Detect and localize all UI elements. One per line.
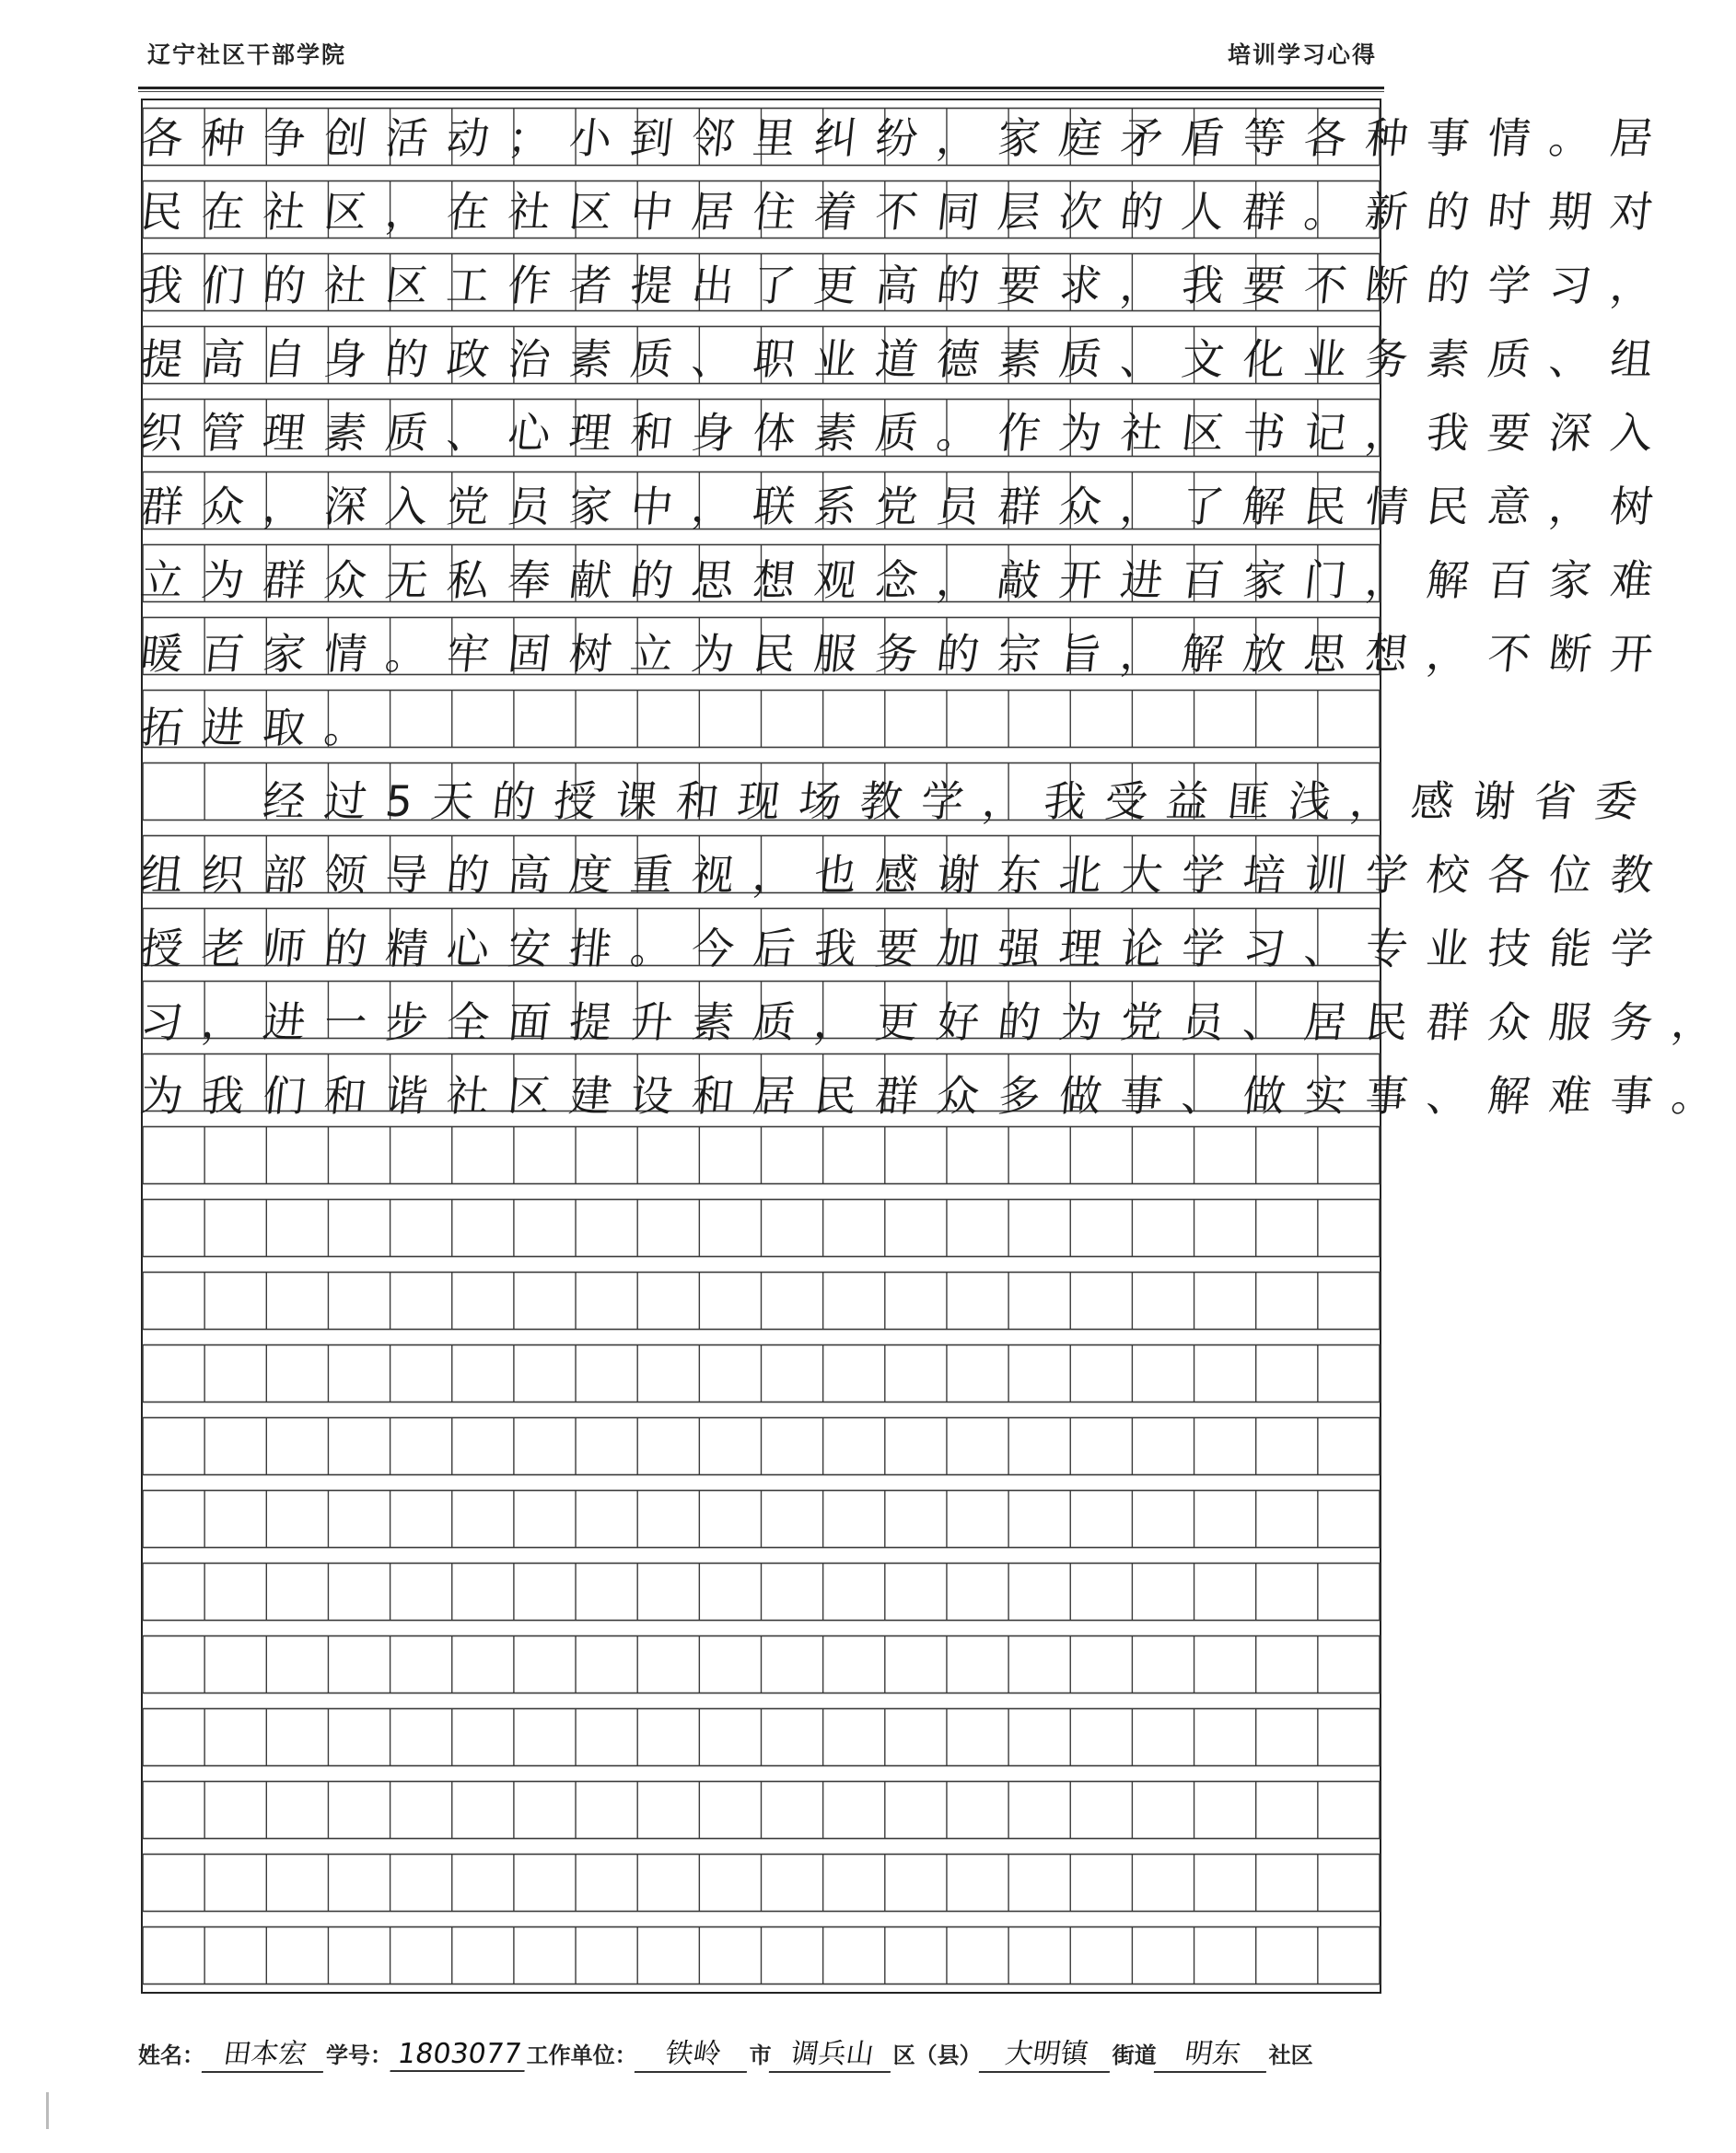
text-line: 织管理素质、心理和身体素质。作为社区书记，我要深入 bbox=[137, 408, 1675, 458]
header-rule bbox=[138, 87, 1384, 89]
text-line: 群众，深入党员家中，联系党员群众，了解民情民意，树 bbox=[137, 482, 1675, 531]
text-line: 习，进一步全面提升素质，更好的为党员、居民群众服务， bbox=[137, 997, 1736, 1047]
district-value: 调兵山 bbox=[768, 2031, 895, 2073]
text-line: 为我们和谐社区建设和居民群众多做事、做实事、解难事。 bbox=[137, 1071, 1736, 1121]
scan-margin-mark bbox=[46, 2092, 49, 2129]
id-value: 1803077 bbox=[390, 2038, 529, 2072]
text-line: 授老师的精心安排。今后我要加强理论学习、专业技能学 bbox=[137, 924, 1675, 973]
text-line: 拓进取。 bbox=[137, 703, 389, 752]
city-value: 铁岭 bbox=[634, 2031, 751, 2073]
community-label: 社区 bbox=[1268, 2042, 1313, 2068]
text-line: 经过5天的授课和现场教学，我受益匪浅，感谢省委 bbox=[137, 776, 1660, 826]
district-label: 区（县） bbox=[892, 2042, 982, 2068]
name-label: 姓名： bbox=[138, 2042, 204, 2068]
header-title: 培训学习心得 bbox=[1227, 41, 1377, 68]
header-rule-thin bbox=[138, 91, 1384, 92]
community-value: 明东 bbox=[1153, 2031, 1271, 2073]
city-label: 市 bbox=[749, 2042, 772, 2068]
header-institution: 辽宁社区干部学院 bbox=[147, 41, 347, 68]
text-line: 民在社区，在社区中居住着不同层次的人群。新的时期对 bbox=[137, 187, 1675, 237]
name-value: 田本宏 bbox=[202, 2031, 329, 2073]
text-line: 组织部领导的高度重视，也感谢东北大学培训学校各位教 bbox=[137, 850, 1675, 900]
unit-label: 工作单位： bbox=[526, 2042, 637, 2068]
text-line: 我们的社区工作者提出了更高的要求，我要不断的学习， bbox=[137, 261, 1675, 310]
street-label: 街道 bbox=[1112, 2042, 1157, 2068]
text-line: 暖百家情。牢固树立为民服务的宗旨，解放思想，不断开 bbox=[137, 629, 1675, 679]
text-line: 立为群众无私奉献的思想观念，敲开进百家门，解百家难 bbox=[137, 555, 1675, 605]
text-line: 提高自身的政治素质、职业道德素质、文化业务素质、组 bbox=[137, 334, 1675, 384]
id-label: 学号： bbox=[326, 2042, 392, 2068]
town-value: 大明镇 bbox=[978, 2031, 1114, 2073]
text-line: 各种争创活动；小到邻里纠纷，家庭矛盾等各种事情。居 bbox=[137, 113, 1675, 163]
student-info-footer bbox=[138, 2031, 1313, 2073]
